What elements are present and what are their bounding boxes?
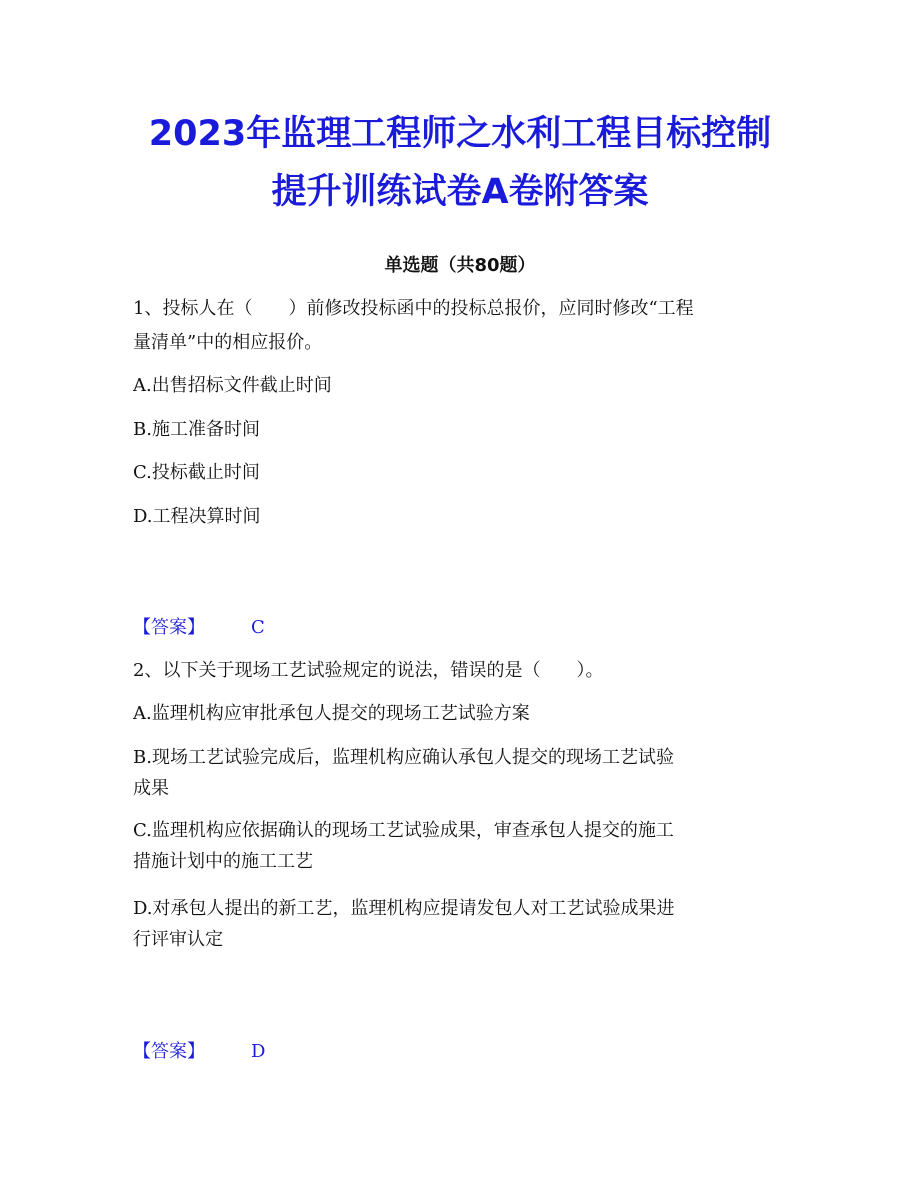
title-line-1: 2023年监理工程师之水利工程目标控制 [148,114,772,154]
question-2-option-a: A.监理机构应审批承包人提交的现场工艺试验方案 [133,703,530,724]
answer-value: C [251,617,265,638]
question-2-option-b-line-2: 成果 [133,778,169,799]
question-1-option-b: B.施工准备时间 [133,419,260,440]
question-1-option-a: A.出售招标文件截止时间 [133,375,332,396]
question-2-option-b-line-1: B.现场工艺试验完成后，监理机构应确认承包人提交的现场工艺试验 [133,747,674,768]
answer-value: D [251,1041,266,1062]
question-2-option-c-line-2: 措施计划中的施工工艺 [133,851,313,872]
question-2-option-d-line-2: 行评审认定 [133,929,223,950]
question-1-answer [133,612,265,644]
answer-label: 【答案】 [133,617,205,638]
question-1-stem-line-1: 1、投标人在（ ）前修改投标函中的投标总报价，应同时修改“工程 [133,298,694,319]
document-title [60,105,860,221]
answer-label: 【答案】 [133,1041,205,1062]
question-2-option-d-line-1: D.对承包人提出的新工艺，监理机构应提请发包人对工艺试验成果进 [133,898,675,919]
question-1-stem-line-2: 量清单”中的相应报价。 [133,332,323,353]
title-line-2: 提升训练试卷A卷附答案 [271,172,649,212]
question-2-answer [133,1036,265,1068]
section-heading: 单选题（共80题） [384,255,536,276]
question-2-option-c-line-1: C.监理机构应依据确认的现场工艺试验成果，审查承包人提交的施工 [133,820,674,841]
question-1-option-c: C.投标截止时间 [133,462,260,483]
question-2-stem: 2、以下关于现场工艺试验规定的说法，错误的是（ ）。 [133,660,604,681]
question-1-option-d: D.工程决算时间 [133,506,261,527]
